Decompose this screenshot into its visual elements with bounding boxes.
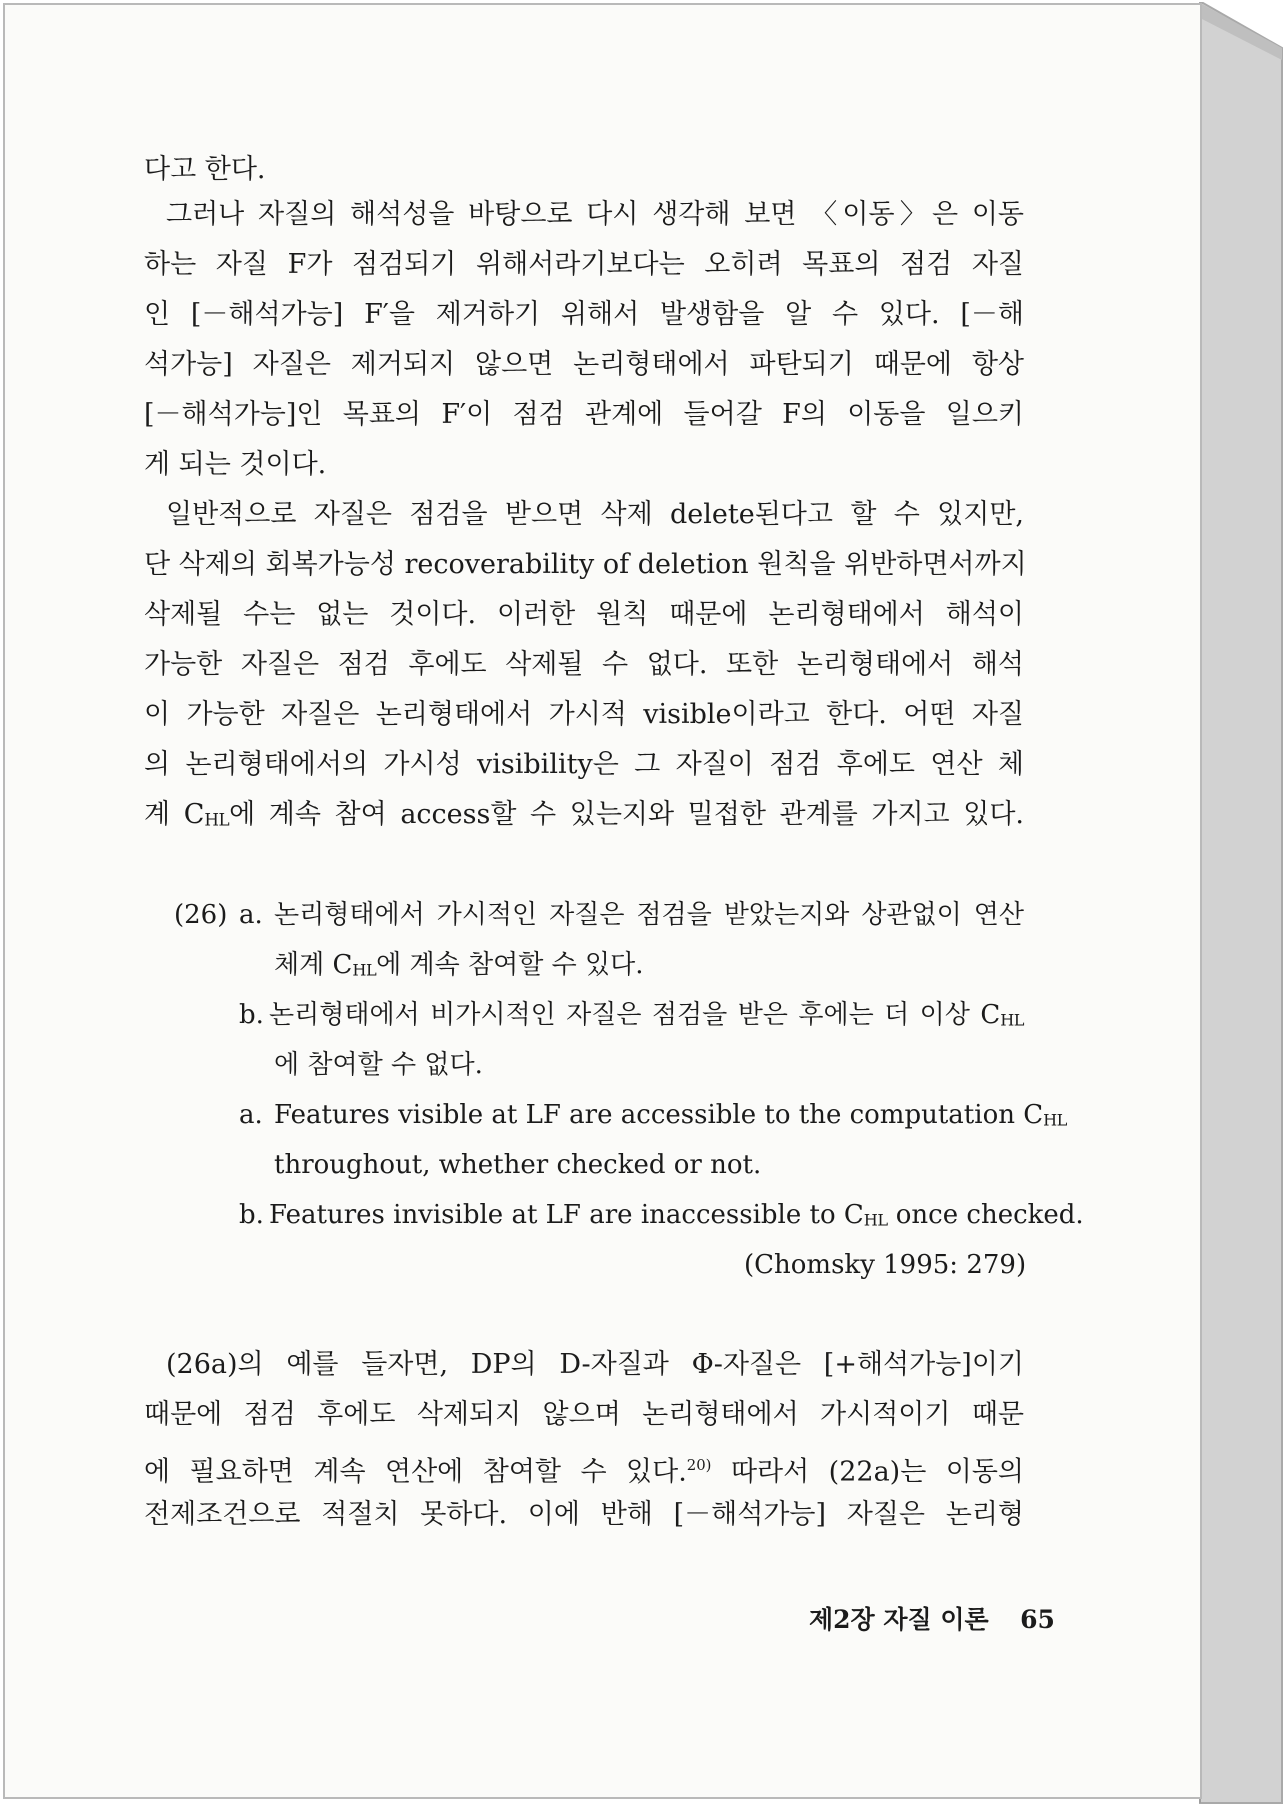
text-line: 의 논리형태에서의 가시성 visibility은 그 자질이 점검 후에도 연산 체 — [144, 749, 1024, 780]
text-line: 삭제될 수는 없는 것이다. 이러한 원칙 때문에 논리형태에서 해석이 — [144, 599, 1024, 630]
text-line: 일반적으로 자질은 점검을 받으면 삭제 delete된다고 할 수 있지만, — [166, 499, 1024, 530]
text-line — [144, 1440, 1024, 1490]
subscript: HL — [863, 1210, 888, 1230]
text-line: 전제조건으로 적절치 못하다. 이에 반해 [－해석가능] 자질은 논리형 — [144, 1499, 1024, 1530]
example-line: 논리형태에서 가시적인 자질은 점검을 받았는지와 상관없이 연산 — [274, 900, 1024, 930]
text-run: 에 계속 참여할 수 있다. — [376, 950, 644, 980]
example-label: b. — [239, 1200, 264, 1230]
text-line — [144, 790, 1024, 840]
text-line: 석가능] 자질은 제거되지 않으면 논리형태에서 파탄되기 때문에 항상 — [144, 349, 1024, 380]
example-line: 에 참여할 수 없다. — [274, 1050, 483, 1080]
text-line: 이 가능한 자질은 논리형태에서 가시적 visible이라고 한다. 어떤 자질 — [144, 699, 1024, 730]
chapter-title: 제2장 자질 이론 — [809, 1605, 989, 1634]
text-run: 따라서 (22a)는 이동의 — [711, 1456, 1025, 1488]
text-line: 다고 한다. — [144, 154, 266, 185]
text-line: 단 삭제의 회복가능성 recoverability of deletion 원칙을 위반하면서까지 — [144, 549, 1027, 580]
text-run: 에 계속 참여 access할 수 있는지와 밀접한 관계를 가지고 있다. — [229, 799, 1024, 830]
text-run: 에 필요하면 계속 연산에 참여할 수 있다. — [144, 1456, 687, 1488]
example-line — [269, 1190, 1084, 1240]
text-line: 하는 자질 F가 점검되기 위해서라기보다는 오히려 목표의 점검 자질 — [144, 249, 1024, 280]
text-run: 계 C — [144, 799, 205, 830]
citation: (Chomsky 1995: 279) — [744, 1250, 1027, 1280]
text-line: 그러나 자질의 해석성을 바탕으로 다시 생각해 보면 〈이동〉은 이동 — [166, 199, 1024, 230]
example-line — [274, 940, 644, 990]
text-line: 가능한 자질은 점검 후에도 삭제될 수 없다. 또한 논리형태에서 해석 — [144, 649, 1024, 680]
text-line: [－해석가능]인 목표의 F′이 점검 관계에 들어갈 F의 이동을 일으키 — [144, 399, 1024, 430]
example-line — [269, 990, 1024, 1040]
text-run: Features visible at LF are accessible to the computation C — [274, 1100, 1044, 1130]
subscript: HL — [1043, 1110, 1067, 1130]
text-run: once checked. — [887, 1200, 1084, 1230]
text-run: Features invisible at LF are inaccessible to C — [269, 1200, 864, 1230]
book-page — [3, 3, 1202, 1799]
subscript: HL — [204, 809, 230, 830]
text-line: 게 되는 것이다. — [144, 449, 327, 480]
text-line: 때문에 점검 후에도 삭제되지 않으며 논리형태에서 가시적이기 때문 — [144, 1399, 1024, 1430]
page-number: 65 — [1020, 1605, 1055, 1634]
example-label: a. — [239, 1100, 263, 1130]
text-run: 체계 C — [274, 950, 353, 980]
example-number: (26) — [174, 900, 228, 930]
example-line — [274, 1090, 1067, 1140]
text-line: 인 [－해석가능] F′을 제거하기 위해서 발생함을 알 수 있다. [－해 — [144, 299, 1024, 330]
subscript: HL — [352, 960, 377, 980]
footnote-marker: 20) — [686, 1456, 712, 1474]
text-line: (26a)의 예를 들자면, DP의 D-자질과 Φ-자질은 [+해석가능]이기 — [166, 1349, 1024, 1380]
example-line: throughout, whether checked or not. — [274, 1150, 762, 1180]
example-label: a. — [239, 900, 263, 930]
subscript: HL — [1000, 1010, 1024, 1030]
running-footer — [809, 1600, 1055, 1636]
text-run: 논리형태에서 비가시적인 자질은 점검을 받은 후에는 더 이상 C — [269, 1000, 1001, 1030]
example-label: b. — [239, 1000, 264, 1030]
